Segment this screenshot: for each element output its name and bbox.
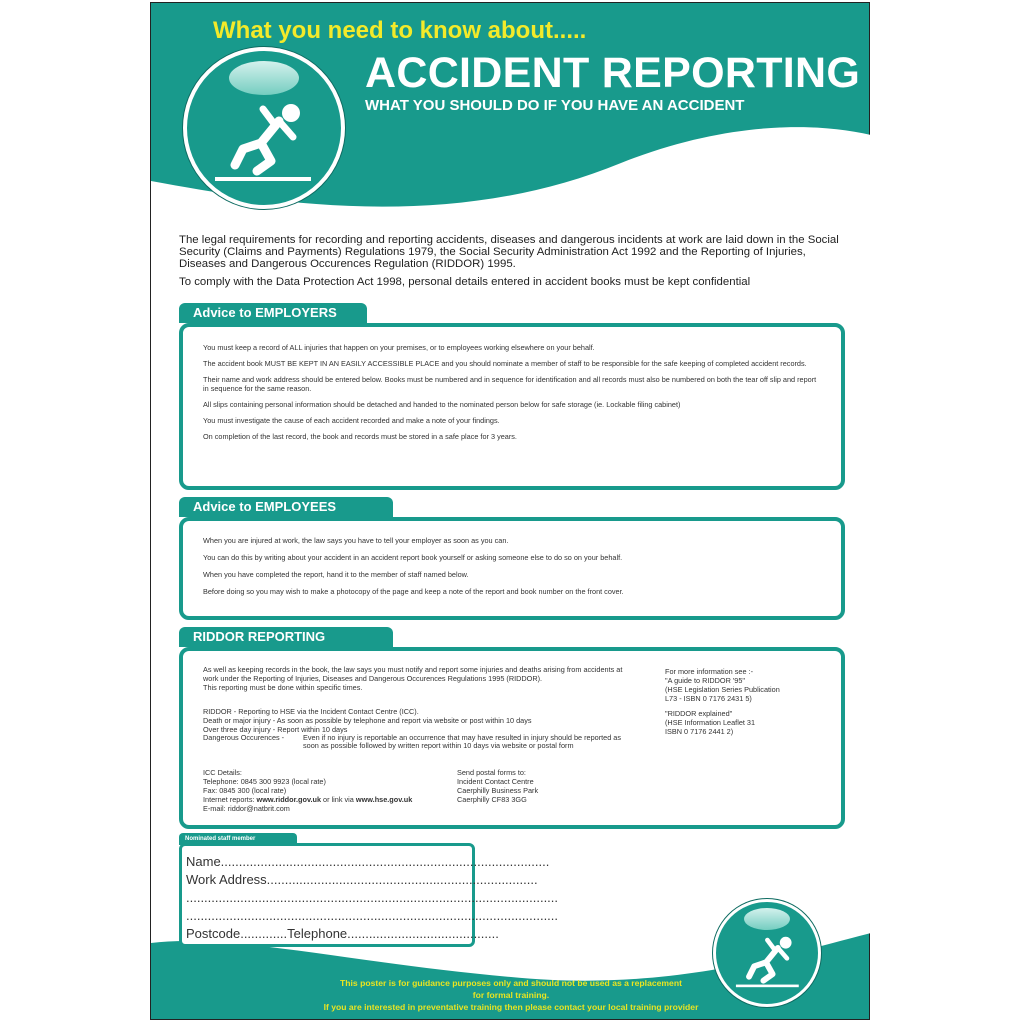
employees-heading: Advice to EMPLOYEES	[179, 497, 393, 517]
riddor-dangerous-text: Even if no injury is reportable an occurrence that may have resulted in injury should be reported as soon as possible followed by written report within 10 days via website or postal form	[303, 733, 621, 750]
employees-item: Before doing so you may wish to make a photocopy of the page and keep a note of the report and book number on the front cover.	[203, 587, 624, 596]
employees-item: When you have completed the report, hand it to the member of staff named below.	[203, 570, 469, 579]
riddor-intro-timing: This reporting must be done within specific times.	[203, 683, 363, 692]
icc-internet-mid: or link via	[323, 795, 354, 804]
riddor-dangerous-label: Dangerous Occurences -	[203, 733, 285, 742]
staff-heading: Nominated staff member	[179, 833, 297, 845]
riddor-heading: RIDDOR REPORTING	[179, 627, 393, 647]
postal-line: Caerphilly Business Park	[457, 786, 539, 795]
more-info-ref1-title: "A guide to RIDDOR '95"	[665, 676, 745, 685]
employers-item: All slips containing personal information should be detached and handed to the nominated person below for safe storage (ie. Lockable filing cabinet)	[203, 400, 681, 409]
employers-item: Their name and work address should be entered below. Books must be numbered and in sequence for identification and all records must also be numbered on both the tear off slip and report in sequence for the same reason.	[203, 375, 817, 393]
icc-internet	[203, 795, 453, 804]
employees-section	[179, 517, 845, 620]
disclaimer-footer	[151, 977, 871, 1013]
more-info-heading: For more information see :-	[665, 667, 753, 676]
more-info-ref2-line: (HSE Information Leaflet 31	[665, 718, 756, 727]
icc-details	[203, 768, 453, 813]
postal-line: Incident Contact Centre	[457, 777, 534, 786]
intro-paragraph-data-protection: To comply with the Data Protection Act 1998, personal details entered in accident books must be kept confidential	[179, 276, 751, 288]
more-information	[665, 667, 835, 736]
staff-address-field[interactable]: Work Address...........................................................................	[186, 872, 538, 887]
hse-website-link[interactable]: www.hse.gov.uk	[355, 795, 413, 804]
employers-item: The accident book MUST BE KEPT IN AN EASILY ACCESSIBLE PLACE and you should nominate a member of staff to be responsible for the safe keeping of completed accident records.	[203, 359, 807, 368]
icc-telephone: Telephone: 0845 300 9923 (local rate)	[203, 777, 326, 786]
postal-details	[457, 768, 637, 804]
postal-line: Caerphilly CF83 3GG	[457, 795, 527, 804]
icc-email: E-mail: riddor@natbrit.com	[203, 804, 290, 813]
employers-heading: Advice to EMPLOYERS	[179, 303, 367, 323]
riddor-section	[179, 647, 845, 829]
intro-text	[179, 234, 855, 294]
icc-internet-label: Internet reports:	[203, 795, 255, 804]
employees-item: You can do this by writing about your accident in an accident report book yourself or asking someone else to do so on your behalf.	[203, 553, 623, 562]
employees-item: When you are injured at work, the law says you have to tell your employer as soon as you can.	[203, 536, 509, 545]
staff-name-field[interactable]: Name...........................................................................................	[186, 854, 550, 869]
poster-title: ACCIDENT REPORTING	[365, 49, 861, 97]
icc-heading: ICC Details:	[203, 768, 242, 777]
postal-heading: Send postal forms to:	[457, 768, 526, 777]
riddor-website-link[interactable]: www.riddor.gov.uk	[256, 795, 322, 804]
employers-item: You must keep a record of ALL injuries that happen on your premises, or to employees working elsewhere on your behalf.	[203, 343, 595, 352]
staff-address-line[interactable]: .......................................................................................................	[186, 890, 559, 905]
employers-section	[179, 323, 845, 490]
footer-line: If you are interested in preventative training then please contact your local training provider	[323, 1002, 699, 1012]
staff-form	[179, 843, 559, 947]
riddor-intro-text: As well as keeping records in the book, the law says you must notify and report some injuries and deaths arising from accidents at work under the Reporting of Injuries, Diseases and Dangerous Occurences Regulations 1995 (RIDDOR).	[203, 665, 623, 683]
riddor-dangerous-occurences	[203, 734, 633, 750]
riddor-rule-line: Over three day injury - Report within 10 days	[203, 725, 348, 734]
staff-address-line[interactable]: .......................................................................................................	[186, 908, 559, 923]
employers-item: You must investigate the cause of each accident recorded and make a note of your findings.	[203, 416, 500, 425]
more-info-ref1-line: L73 - ISBN 0 7176 2431 5)	[665, 694, 752, 703]
more-info-ref2-title: "RIDDOR explained"	[665, 709, 733, 718]
staff-postcode-telephone-field[interactable]: Postcode.............Telephone..........................................	[186, 926, 499, 941]
icc-fax: Fax: 0845 300 (local rate)	[203, 786, 287, 795]
intro-paragraph-legal: The legal requirements for recording and reporting accidents, diseases and dangerous incidents at work are laid down in the Social Security (Claims and Payments) Regulations 1979, the Social Security Administration Act 1992 and the Reporting of Injuries, Diseases and Dangerous Occurences Regulation (RIDDOR) 1995.	[179, 234, 839, 270]
riddor-intro	[203, 665, 633, 692]
accident-logo-large	[183, 47, 345, 209]
riddor-rule-line: RIDDOR - Reporting to HSE via the Incident Contact Centre (ICC).	[203, 707, 419, 716]
footer-line: for formal training.	[472, 990, 550, 1000]
more-info-ref1-line: (HSE Legislation Series Publication	[665, 685, 780, 694]
riddor-rules	[203, 707, 633, 750]
footer-line: This poster is for guidance purposes only and should not be used as a replacement	[340, 978, 682, 988]
more-info-ref2-line: ISBN 0 7176 2441 2)	[665, 727, 734, 736]
falling-person-icon	[209, 91, 319, 191]
riddor-rule-line: Death or major injury - As soon as possible by telephone and report via website or post within 10 days	[203, 716, 532, 725]
poster-kicker: What you need to know about.....	[213, 17, 587, 44]
employers-item: On completion of the last record, the book and records must be stored in a safe place for 3 years.	[203, 432, 517, 441]
poster	[150, 2, 870, 1020]
poster-subtitle: WHAT YOU SHOULD DO IF YOU HAVE AN ACCIDENT	[365, 97, 745, 114]
